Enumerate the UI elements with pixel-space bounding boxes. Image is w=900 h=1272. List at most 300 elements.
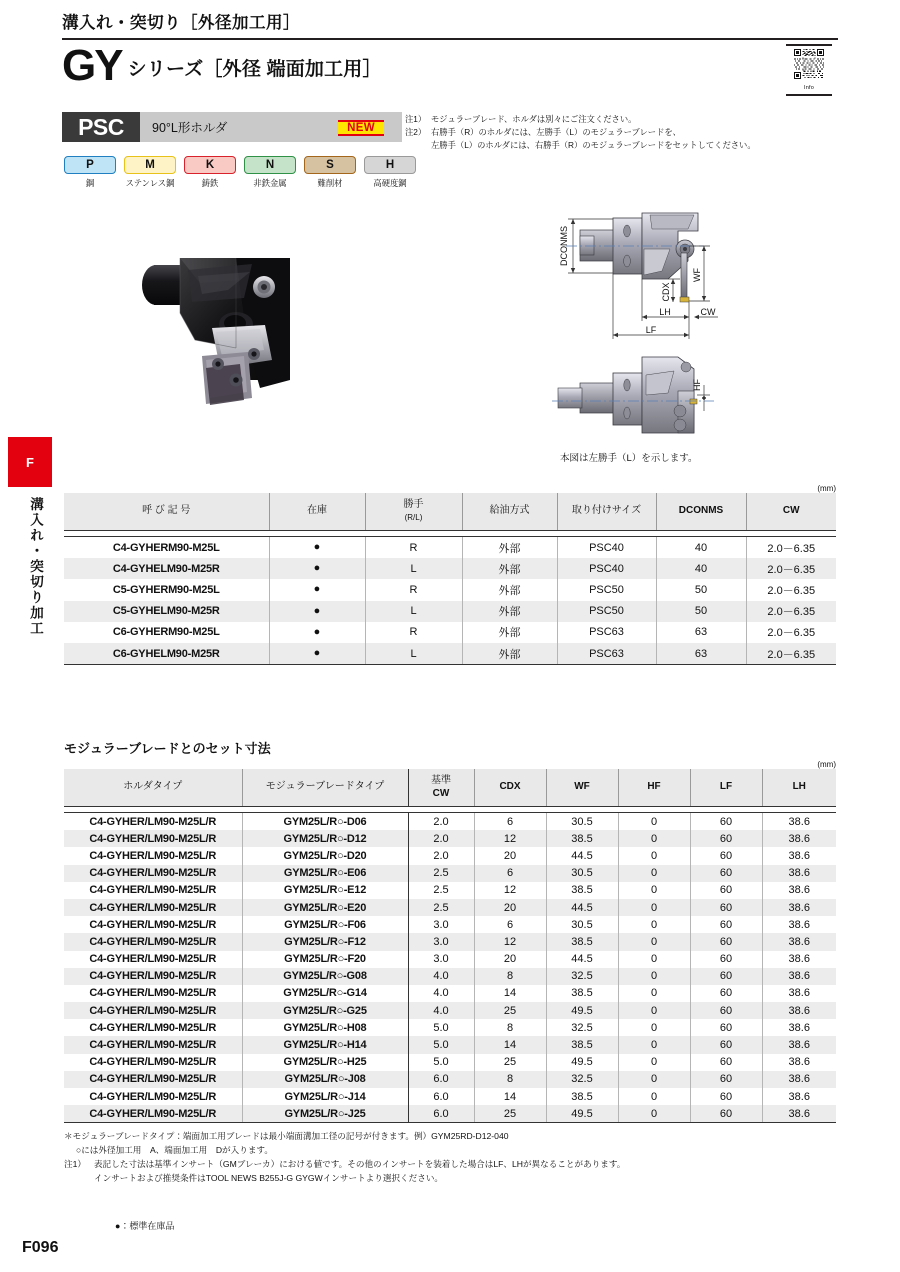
- chip-code: M: [124, 156, 176, 174]
- chip-code: S: [304, 156, 356, 174]
- table-row: [64, 1019, 836, 1036]
- cell-cw: 2.5: [408, 882, 474, 899]
- th-cdx: CDX: [474, 769, 546, 807]
- cell-dconms: 50: [656, 579, 746, 600]
- th-hand-main: 勝手: [403, 499, 424, 510]
- cell-cdx: 8: [474, 1071, 546, 1088]
- cell-wf: 38.5: [546, 1036, 618, 1053]
- cell-lh: 38.6: [762, 1036, 836, 1053]
- cell-mount: PSC40: [557, 558, 656, 579]
- cell-lh: 38.6: [762, 916, 836, 933]
- table2-header-row: [64, 769, 836, 807]
- th-standard-cw: [408, 769, 474, 807]
- cell-holder: C4-GYHER/LM90-M25L/R: [64, 882, 242, 899]
- material-category-chips: [64, 156, 416, 189]
- footnotes: [64, 1130, 844, 1186]
- cell-wf: 32.5: [546, 968, 618, 985]
- cell-name: C4-GYHELM90-M25R: [64, 558, 269, 579]
- table-row: [64, 916, 836, 933]
- cell-lh: 38.6: [762, 968, 836, 985]
- th-coolant: 給油方式: [462, 493, 557, 531]
- cell-lh: 38.6: [762, 1054, 836, 1071]
- cell-coolant: 外部: [462, 622, 557, 643]
- cell-cw: 2.5: [408, 865, 474, 882]
- cell-wf: 32.5: [546, 1019, 618, 1036]
- th-holder-type: ホルダタイプ: [64, 769, 242, 807]
- table-row: [64, 813, 836, 831]
- cell-cdx: 14: [474, 1036, 546, 1053]
- top-notes: [405, 113, 805, 152]
- cell-hf: 0: [618, 1105, 690, 1123]
- cell-holder: C4-GYHER/LM90-M25L/R: [64, 933, 242, 950]
- note-text: 右勝手（R）のホルダには、左勝手（L）のモジュラーブレードを、: [431, 126, 681, 137]
- cell-cw: 3.0: [408, 951, 474, 968]
- cell-lf: 60: [690, 933, 762, 950]
- blade-set-table-section: [64, 760, 836, 1123]
- holder-table: [64, 493, 836, 665]
- cell-cw: 2.5: [408, 899, 474, 916]
- table-row: [64, 951, 836, 968]
- dim-label-cdx: CDX: [661, 282, 671, 302]
- series-subtitle: シリーズ［外径 端面加工用］: [127, 59, 382, 81]
- table-row: [64, 865, 836, 882]
- chip-code: N: [244, 156, 296, 174]
- cell-holder: C4-GYHER/LM90-M25L/R: [64, 1054, 242, 1071]
- qr-info-block[interactable]: [786, 44, 832, 96]
- cell-name: C6-GYHELM90-M25R: [64, 643, 269, 665]
- cell-wf: 49.5: [546, 1105, 618, 1123]
- cell-hf: 0: [618, 882, 690, 899]
- cell-stock: ●: [269, 643, 365, 665]
- table1-header-row: [64, 493, 836, 531]
- cell-cw: 2.0－6.35: [746, 622, 836, 643]
- cell-lh: 38.6: [762, 865, 836, 882]
- note-text: 左勝手（L）のホルダには、右勝手（R）のモジュラーブレードをセットしてください。: [431, 139, 756, 150]
- cell-dconms: 63: [656, 643, 746, 665]
- cell-lf: 60: [690, 830, 762, 847]
- cell-wf: 38.5: [546, 830, 618, 847]
- th-cw: CW: [746, 493, 836, 531]
- cell-wf: 44.5: [546, 899, 618, 916]
- cell-cdx: 6: [474, 865, 546, 882]
- cell-lf: 60: [690, 847, 762, 864]
- table-row: [64, 579, 836, 600]
- cell-cdx: 12: [474, 882, 546, 899]
- cell-hf: 0: [618, 1071, 690, 1088]
- cell-blade: GYM25L/R○-G08: [242, 968, 408, 985]
- table-row: [64, 601, 836, 622]
- note-label: 注1）: [405, 114, 427, 124]
- table1-unit: (mm): [817, 484, 836, 493]
- cell-coolant: 外部: [462, 558, 557, 579]
- cell-wf: 44.5: [546, 847, 618, 864]
- blade-set-table: [64, 769, 836, 1123]
- chip-code: K: [184, 156, 236, 174]
- cell-hand: R: [365, 622, 462, 643]
- cell-cdx: 25: [474, 1002, 546, 1019]
- side-tab-letter: F: [8, 437, 52, 487]
- cell-hf: 0: [618, 847, 690, 864]
- cell-blade: GYM25L/R○-H14: [242, 1036, 408, 1053]
- cell-cdx: 8: [474, 968, 546, 985]
- psc-tag: PSC: [62, 112, 140, 142]
- dim-label-cw: CW: [700, 307, 716, 317]
- material-chip-h[interactable]: [364, 156, 416, 189]
- product-photo: [140, 228, 390, 413]
- cell-coolant: 外部: [462, 579, 557, 600]
- chip-code: P: [64, 156, 116, 174]
- cell-cw: 2.0: [408, 830, 474, 847]
- cell-blade: GYM25L/R○-F06: [242, 916, 408, 933]
- cell-holder: C4-GYHER/LM90-M25L/R: [64, 899, 242, 916]
- cell-coolant: 外部: [462, 643, 557, 665]
- material-chip-k[interactable]: [184, 156, 236, 189]
- th-hand: [365, 493, 462, 531]
- cell-cdx: 20: [474, 951, 546, 968]
- cell-name: C5-GYHELM90-M25R: [64, 601, 269, 622]
- cell-dconms: 40: [656, 558, 746, 579]
- cell-wf: 30.5: [546, 865, 618, 882]
- cell-blade: GYM25L/R○-E20: [242, 899, 408, 916]
- technical-drawing-front-view: [528, 355, 768, 455]
- dim-label-dconms: DCONMS: [559, 226, 569, 266]
- cell-holder: C4-GYHER/LM90-M25L/R: [64, 813, 242, 831]
- table-row: [64, 558, 836, 579]
- cell-cw: 2.0－6.35: [746, 579, 836, 600]
- side-tab-label: 溝入れ・突切り加工: [28, 497, 43, 637]
- material-chip-n[interactable]: [244, 156, 296, 189]
- cell-lf: 60: [690, 985, 762, 1002]
- cell-cdx: 14: [474, 985, 546, 1002]
- cell-blade: GYM25L/R○-D20: [242, 847, 408, 864]
- cell-blade: GYM25L/R○-F20: [242, 951, 408, 968]
- cell-lf: 60: [690, 1088, 762, 1105]
- cell-holder: C4-GYHER/LM90-M25L/R: [64, 830, 242, 847]
- th-lf: LF: [690, 769, 762, 807]
- material-chip-s[interactable]: [304, 156, 356, 189]
- cell-holder: C4-GYHER/LM90-M25L/R: [64, 951, 242, 968]
- cell-lh: 38.6: [762, 1002, 836, 1019]
- cell-cw: 3.0: [408, 933, 474, 950]
- cell-cdx: 8: [474, 1019, 546, 1036]
- cell-hf: 0: [618, 916, 690, 933]
- qr-divider-bottom: [786, 94, 832, 96]
- footnote-note1-label: 注1）: [64, 1158, 86, 1169]
- cell-wf: 49.5: [546, 1054, 618, 1071]
- cell-cw: 6.0: [408, 1071, 474, 1088]
- material-chip-m[interactable]: [124, 156, 176, 189]
- cell-holder: C4-GYHER/LM90-M25L/R: [64, 916, 242, 933]
- cell-lh: 38.6: [762, 882, 836, 899]
- cell-blade: GYM25L/R○-J14: [242, 1088, 408, 1105]
- drawing-caption: 本図は左勝手（L）を示します。: [560, 453, 698, 464]
- cell-mount: PSC63: [557, 622, 656, 643]
- cell-mount: PSC63: [557, 643, 656, 665]
- cell-cdx: 25: [474, 1054, 546, 1071]
- cell-blade: GYM25L/R○-G25: [242, 1002, 408, 1019]
- cell-blade: GYM25L/R○-G14: [242, 985, 408, 1002]
- cell-blade: GYM25L/R○-J25: [242, 1105, 408, 1123]
- table-row: [64, 1036, 836, 1053]
- cell-lh: 38.6: [762, 830, 836, 847]
- table-row: [64, 882, 836, 899]
- cell-cw: 6.0: [408, 1088, 474, 1105]
- material-chip-p[interactable]: [64, 156, 116, 189]
- page-number: F096: [22, 1239, 59, 1256]
- cell-lh: 38.6: [762, 933, 836, 950]
- cell-blade: GYM25L/R○-D06: [242, 813, 408, 831]
- table-row: [64, 985, 836, 1002]
- cell-cdx: 6: [474, 916, 546, 933]
- table-row: [64, 899, 836, 916]
- cell-hand: R: [365, 537, 462, 559]
- th-wf: WF: [546, 769, 618, 807]
- dim-label-lf: LF: [645, 325, 657, 335]
- table-row: [64, 933, 836, 950]
- note-row: [405, 126, 805, 139]
- cell-hf: 0: [618, 951, 690, 968]
- cell-holder: C4-GYHER/LM90-M25L/R: [64, 985, 242, 1002]
- cell-holder: C4-GYHER/LM90-M25L/R: [64, 865, 242, 882]
- cell-lh: 38.6: [762, 1071, 836, 1088]
- th-hand-sub: (R/L): [404, 512, 423, 522]
- cell-holder: C4-GYHER/LM90-M25L/R: [64, 968, 242, 985]
- cell-cw: 3.0: [408, 916, 474, 933]
- cell-holder: C4-GYHER/LM90-M25L/R: [64, 1071, 242, 1088]
- table1-body: [64, 537, 836, 665]
- cell-hf: 0: [618, 1088, 690, 1105]
- footnote-note1-text-2: インサートおよび推奨条件はTOOL NEWS B255J-G GYGWインサートより選択ください。: [94, 1172, 444, 1183]
- cell-cw: 2.0: [408, 847, 474, 864]
- cell-blade: GYM25L/R○-E06: [242, 865, 408, 882]
- cell-hand: R: [365, 579, 462, 600]
- footnote-star-1: ＊モジュラーブレードタイプ：端面加工用ブレードは最小端面溝加工径の記号が付きます。例）GYM25RD-D12-040: [64, 1131, 509, 1141]
- chip-label: 難削材: [317, 178, 343, 188]
- cell-cw: 2.0－6.35: [746, 537, 836, 559]
- table-row: [64, 1054, 836, 1071]
- cell-cdx: 12: [474, 830, 546, 847]
- new-badge: NEW: [338, 120, 384, 136]
- cell-cw: 2.0: [408, 813, 474, 831]
- cell-cw: 2.0－6.35: [746, 601, 836, 622]
- cell-lf: 60: [690, 968, 762, 985]
- cell-blade: GYM25L/R○-J08: [242, 1071, 408, 1088]
- cell-lh: 38.6: [762, 1019, 836, 1036]
- cell-hf: 0: [618, 968, 690, 985]
- cell-stock: ●: [269, 558, 365, 579]
- cell-lf: 60: [690, 899, 762, 916]
- cell-stock: ●: [269, 622, 365, 643]
- dim-label-lh: LH: [659, 307, 671, 317]
- cell-mount: PSC40: [557, 537, 656, 559]
- psc-description: 90°L形ホルダ: [152, 121, 228, 135]
- qr-label: Info: [804, 85, 814, 91]
- page-header: [62, 14, 838, 40]
- cell-hf: 0: [618, 933, 690, 950]
- cell-cw: 6.0: [408, 1105, 474, 1123]
- footnote-note1-row: [64, 1158, 844, 1172]
- cell-wf: 44.5: [546, 951, 618, 968]
- cell-lf: 60: [690, 916, 762, 933]
- cell-lf: 60: [690, 1002, 762, 1019]
- cell-wf: 30.5: [546, 916, 618, 933]
- cell-lh: 38.6: [762, 951, 836, 968]
- chip-label: 非鉄金属: [253, 178, 287, 188]
- th-mount-size: 取り付けサイズ: [557, 493, 656, 531]
- cell-lh: 38.6: [762, 847, 836, 864]
- cell-cw: 4.0: [408, 968, 474, 985]
- cell-lf: 60: [690, 1019, 762, 1036]
- cell-blade: GYM25L/R○-H08: [242, 1019, 408, 1036]
- cell-cw: 2.0－6.35: [746, 558, 836, 579]
- cell-coolant: 外部: [462, 537, 557, 559]
- cell-wf: 32.5: [546, 1071, 618, 1088]
- table-row: [64, 1002, 836, 1019]
- chip-code: H: [364, 156, 416, 174]
- series-code: GY: [62, 41, 122, 90]
- table-row: [64, 968, 836, 985]
- cell-hf: 0: [618, 1019, 690, 1036]
- cell-lf: 60: [690, 865, 762, 882]
- cell-cw: 5.0: [408, 1036, 474, 1053]
- series-title-row: [62, 41, 382, 90]
- cell-blade: GYM25L/R○-H25: [242, 1054, 408, 1071]
- cell-lf: 60: [690, 1036, 762, 1053]
- table-row: [64, 537, 836, 559]
- cell-cdx: 12: [474, 933, 546, 950]
- qr-code-icon[interactable]: [794, 49, 824, 79]
- cell-stock: ●: [269, 601, 365, 622]
- cell-blade: GYM25L/R○-F12: [242, 933, 408, 950]
- cell-hf: 0: [618, 899, 690, 916]
- cell-wf: 38.5: [546, 1088, 618, 1105]
- table-row: [64, 830, 836, 847]
- cell-lf: 60: [690, 1105, 762, 1123]
- cell-lh: 38.6: [762, 899, 836, 916]
- technical-drawing-side-view: [528, 205, 768, 355]
- cell-holder: C4-GYHER/LM90-M25L/R: [64, 1036, 242, 1053]
- th-dconms: DCONMS: [656, 493, 746, 531]
- cell-lf: 60: [690, 813, 762, 831]
- cell-hf: 0: [618, 865, 690, 882]
- table-row: [64, 1105, 836, 1123]
- cell-dconms: 40: [656, 537, 746, 559]
- cell-name: C4-GYHERM90-M25L: [64, 537, 269, 559]
- note-row: [405, 113, 805, 126]
- cell-wf: 38.5: [546, 933, 618, 950]
- note-label: 注2）: [405, 126, 427, 137]
- cell-lf: 60: [690, 951, 762, 968]
- cell-hand: L: [365, 643, 462, 665]
- cell-lf: 60: [690, 1071, 762, 1088]
- cell-cdx: 20: [474, 899, 546, 916]
- cell-hf: 0: [618, 1002, 690, 1019]
- header-divider: [62, 38, 838, 40]
- cell-cw: 2.0－6.35: [746, 643, 836, 665]
- cell-mount: PSC50: [557, 601, 656, 622]
- cell-cw: 4.0: [408, 985, 474, 1002]
- th-product-code: 呼 び 記 号: [64, 493, 269, 531]
- cell-cdx: 20: [474, 847, 546, 864]
- holder-table-section: [64, 484, 836, 665]
- cell-wf: 38.5: [546, 985, 618, 1002]
- cell-hf: 0: [618, 985, 690, 1002]
- cell-lf: 60: [690, 882, 762, 899]
- cell-blade: GYM25L/R○-E12: [242, 882, 408, 899]
- category-title: 溝入れ・突切り［外径加工用］: [62, 14, 300, 32]
- cell-lh: 38.6: [762, 1105, 836, 1123]
- cell-lh: 38.6: [762, 985, 836, 1002]
- cell-name: C5-GYHERM90-M25L: [64, 579, 269, 600]
- chip-label: 鋳鉄: [201, 178, 219, 188]
- cell-holder: C4-GYHER/LM90-M25L/R: [64, 1105, 242, 1123]
- table-row: [64, 643, 836, 665]
- cell-cw: 5.0: [408, 1054, 474, 1071]
- cell-stock: ●: [269, 537, 365, 559]
- cell-hand: L: [365, 601, 462, 622]
- cell-lh: 38.6: [762, 813, 836, 831]
- cell-dconms: 63: [656, 622, 746, 643]
- footnote-star-2: ○には外径加工用 A、端面加工用 Dが入ります。: [76, 1144, 273, 1155]
- cell-wf: 30.5: [546, 813, 618, 831]
- table-row: [64, 847, 836, 864]
- cell-dconms: 50: [656, 601, 746, 622]
- dim-label-wf: WF: [692, 268, 702, 282]
- cell-lh: 38.6: [762, 1088, 836, 1105]
- footnote-note1-text: 表記した寸法は基準インサート（GMブレーカ）における値です。その他のインサートを装着した場合はLF、LHが異なることがあります。: [94, 1158, 626, 1169]
- cell-cw: 4.0: [408, 1002, 474, 1019]
- cell-holder: C4-GYHER/LM90-M25L/R: [64, 1019, 242, 1036]
- cell-holder: C4-GYHER/LM90-M25L/R: [64, 1088, 242, 1105]
- th-standard-cw-sub: CW: [432, 787, 450, 799]
- table-row: [64, 622, 836, 643]
- cell-blade: GYM25L/R○-D12: [242, 830, 408, 847]
- cell-cdx: 25: [474, 1105, 546, 1123]
- chip-label: 高硬度鋼: [373, 178, 407, 188]
- cell-hf: 0: [618, 1054, 690, 1071]
- cell-wf: 49.5: [546, 1002, 618, 1019]
- cell-hand: L: [365, 558, 462, 579]
- table-row: [64, 1071, 836, 1088]
- blade-set-title: モジュラーブレードとのセット寸法: [64, 741, 271, 756]
- th-blade-type: モジュラーブレードタイプ: [242, 769, 408, 807]
- cell-cw: 5.0: [408, 1019, 474, 1036]
- chip-label: 鋼: [85, 178, 95, 188]
- cell-stock: ●: [269, 579, 365, 600]
- cell-hf: 0: [618, 830, 690, 847]
- th-hf: HF: [618, 769, 690, 807]
- cell-coolant: 外部: [462, 601, 557, 622]
- qr-divider-top: [786, 44, 832, 46]
- table-row: [64, 1088, 836, 1105]
- dim-label-hf: HF: [692, 379, 702, 391]
- cell-holder: C4-GYHER/LM90-M25L/R: [64, 1002, 242, 1019]
- cell-cdx: 14: [474, 1088, 546, 1105]
- chip-label: ステンレス鋼: [125, 178, 175, 188]
- cell-hf: 0: [618, 813, 690, 831]
- stock-legend: ●：標準在庫品: [115, 1221, 175, 1231]
- cell-lf: 60: [690, 1054, 762, 1071]
- cell-hf: 0: [618, 1036, 690, 1053]
- th-stock: 在庫: [269, 493, 365, 531]
- table2-unit: (mm): [817, 760, 836, 769]
- cell-mount: PSC50: [557, 579, 656, 600]
- table2-body: [64, 813, 836, 1123]
- th-standard-cw-main: 基準: [431, 775, 451, 786]
- cell-wf: 38.5: [546, 882, 618, 899]
- cell-name: C6-GYHERM90-M25L: [64, 622, 269, 643]
- th-lh: LH: [762, 769, 836, 807]
